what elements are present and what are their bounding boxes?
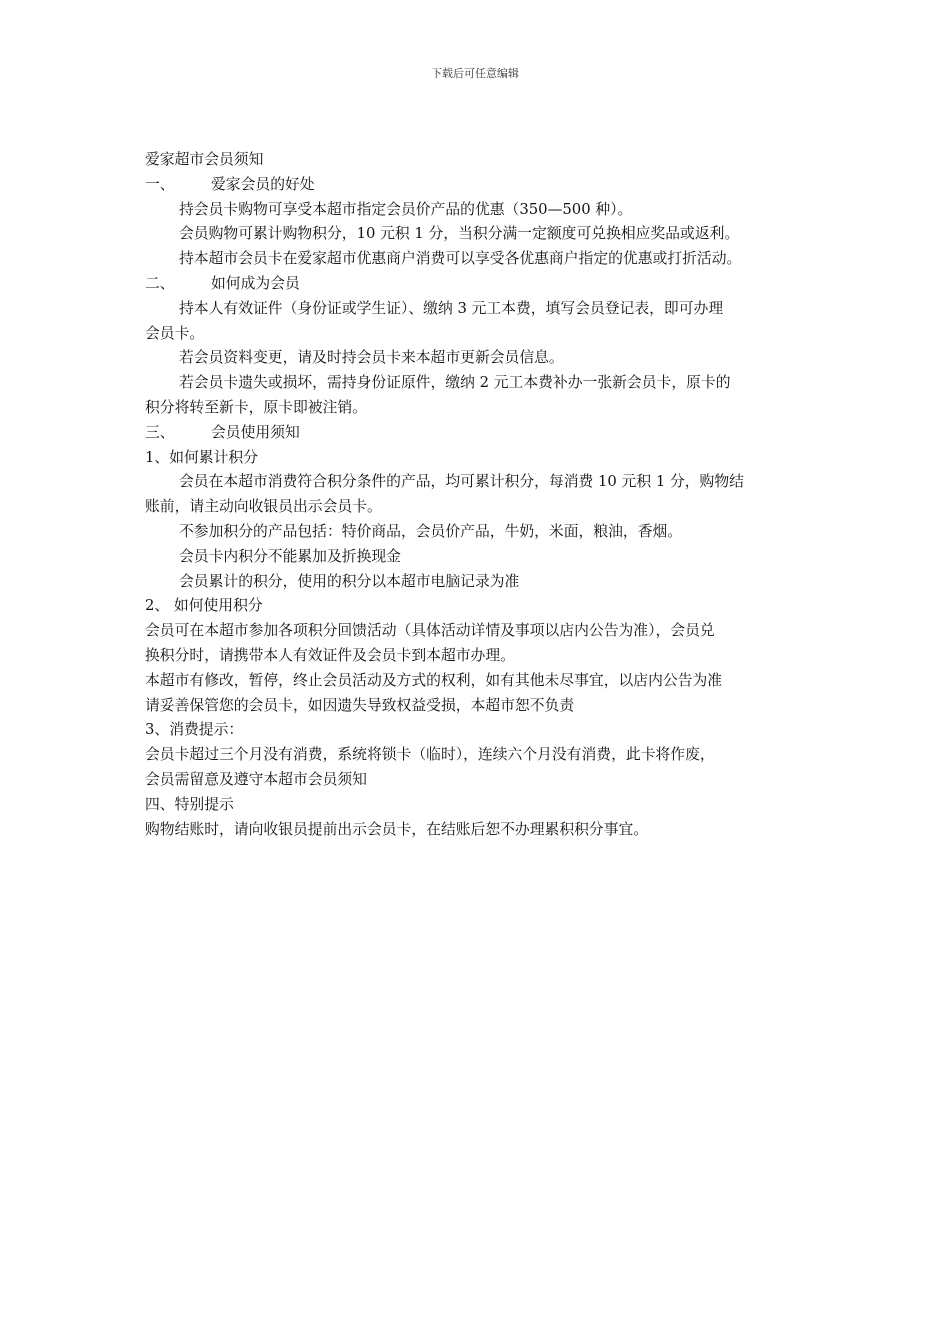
benefit-item-3: 持本超市会员卡在爱家超市优惠商户消费可以享受各优惠商户指定的优惠或打折活动。: [179, 250, 742, 268]
consumption-tip-line-1: 会员卡超过三个月没有消费，系统将锁卡（临时），连续六个月没有消费，此卡将作废，: [145, 746, 715, 764]
section-3-number: 三、: [145, 423, 175, 441]
points-paragraph-2: 不参加积分的产品包括：特价商品，会员价产品，牛奶，米面，粮油，香烟。: [179, 522, 683, 540]
join-paragraph-2: 若会员资料变更，请及时持会员卡来本超市更新会员信息。: [179, 349, 564, 367]
section-1-number: 一、: [145, 175, 175, 193]
benefit-item-1: 持会员卡购物可享受本超市指定会员价产品的优惠（350—500 种）。: [179, 200, 633, 218]
section-3-title: 会员使用须知: [211, 423, 300, 441]
join-paragraph-1-line-1: 持本人有效证件（身份证或学生证）、缴纳 3 元工本费，填写会员登记表，即可办理: [179, 299, 724, 317]
section-1-heading: [145, 173, 817, 198]
section-3-heading: [145, 421, 817, 446]
section-2-title: 如何成为会员: [211, 274, 300, 292]
document-title: 爱家超市会员须知: [145, 151, 264, 168]
section-2-heading: [145, 272, 817, 297]
use-points-paragraph-1-line-1: 会员可在本超市参加各项积分回馈活动（具体活动详情及事项以店内公告为准），会员兑: [145, 622, 715, 640]
join-paragraph-3-line-1: 若会员卡遗失或损坏，需持身份证原件，缴纳 2 元工本费补办一张新会员卡，原卡的: [179, 374, 731, 392]
points-paragraph-3: 会员卡内积分不能累加及折换现金: [179, 547, 401, 565]
benefit-item-2: 会员购物可累计购物积分，10 元积 1 分，当积分满一定额度可兑换相应奖品或返利。: [179, 225, 740, 243]
points-paragraph-1-line-2: 账前，请主动向收银员出示会员卡。: [145, 498, 382, 516]
document-body: [145, 148, 817, 842]
use-points-paragraph-2: 本超市有修改，暂停，终止会员活动及方式的权利，如有其他未尽事宜，以店内公告为准: [145, 671, 723, 689]
use-points-paragraph-1-line-2: 换积分时，请携带本人有效证件及会员卡到本超市办理。: [145, 646, 515, 664]
subsection-1-title: 1、如何累计积分: [145, 448, 258, 466]
section-4-heading: 四、特别提示: [145, 795, 234, 813]
points-paragraph-4: 会员累计的积分，使用的积分以本超市电脑记录为准: [179, 572, 520, 590]
section-2-number: 二、: [145, 274, 175, 292]
use-points-paragraph-3: 请妥善保管您的会员卡，如因遗失导致权益受损，本超市恕不负责: [145, 696, 575, 714]
subsection-3-title: 3、消费提示：: [145, 721, 244, 739]
points-paragraph-1-line-1: 会员在本超市消费符合积分条件的产品，均可累计积分，每消费 10 元积 1 分，购物结: [179, 473, 744, 491]
special-tip-paragraph: 购物结账时，请向收银员提前出示会员卡，在结账后恕不办理累积积分事宜。: [145, 820, 649, 838]
consumption-tip-line-2: 会员需留意及遵守本超市会员须知: [145, 770, 367, 788]
join-paragraph-1-line-2: 会员卡。: [145, 324, 205, 342]
join-paragraph-3-line-2: 积分将转至新卡，原卡即被注销。: [145, 398, 367, 416]
subsection-2-title: 2、 如何使用积分: [145, 597, 263, 615]
header-note: 下载后可任意编辑: [431, 67, 519, 80]
section-1-title: 爱家会员的好处: [211, 175, 315, 193]
